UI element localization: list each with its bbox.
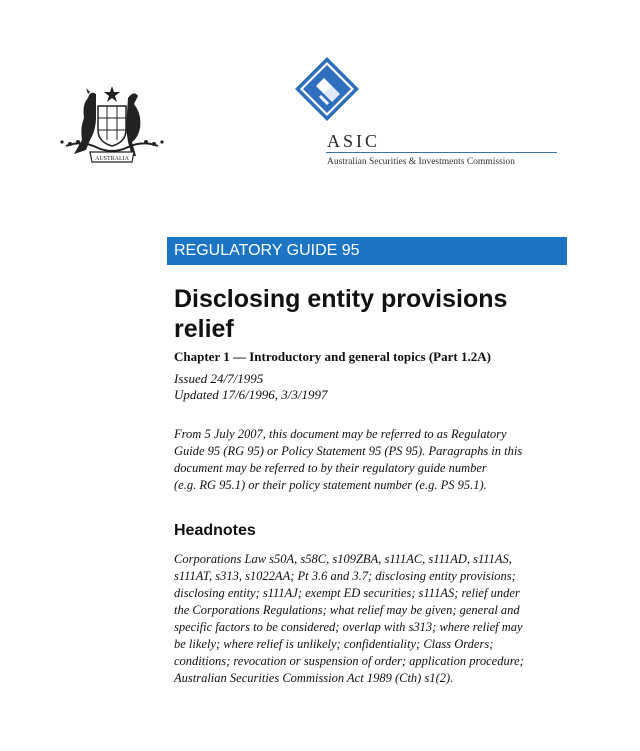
svg-text:AUSTRALIA: AUSTRALIA: [95, 156, 129, 162]
chapter-heading: Chapter 1 — Introductory and general topics (Part 1.2A): [174, 349, 491, 364]
headnotes-line: disclosing entity; s111AJ; exempt ED securities; s111AS; relief under: [174, 586, 520, 600]
title-line-2: relief: [174, 315, 234, 343]
asic-logo-icon: [294, 56, 360, 122]
regulatory-guide-banner: REGULATORY GUIDE 95: [167, 237, 567, 265]
updated-dates: Updated 17/6/1996, 3/3/1997: [174, 387, 328, 402]
headnotes-line: the Corporations Regulations; what relief may be given; general and: [174, 603, 520, 617]
headnotes-line: be likely; where relief is unlikely; confidentiality; Class Orders;: [174, 637, 494, 651]
intro-line: (e.g. RG 95.1) or their policy statement number (e.g. PS 95.1).: [174, 478, 487, 492]
headnotes-line: specific factors to be considered; overlap with s313; where relief may: [174, 620, 523, 634]
intro-paragraph: [174, 426, 574, 494]
title-line-1: Disclosing entity provisions: [174, 285, 508, 313]
headnotes-line: Corporations Law s50A, s58C, s109ZBA, s111AC, s111AD, s111AS,: [174, 552, 512, 566]
headnotes-line: s111AT, s313, s1022AA; Pt 3.6 and 3.7; disclosing entity provisions;: [174, 569, 516, 583]
logo-full-name: Australian Securities & Investments Commission: [327, 157, 515, 167]
page-title: [174, 284, 594, 344]
headnotes-paragraph: [174, 551, 594, 687]
issue-dates: [174, 371, 574, 403]
intro-line: document may be referred to by their regulatory guide number: [174, 461, 487, 475]
intro-line: Guide 95 (RG 95) or Policy Statement 95 (PS 95). Paragraphs in this: [174, 444, 523, 458]
issued-date: Issued 24/7/1995: [174, 371, 264, 386]
logo-name: ASIC: [327, 131, 381, 151]
coat-of-arms-icon: [52, 84, 172, 168]
logo-divider: [326, 152, 557, 153]
headnotes-line: Australian Securities Commission Act 1989 (Cth) s1(2).: [174, 671, 454, 685]
intro-line: From 5 July 2007, this document may be referred to as Regulatory: [174, 427, 507, 441]
headnotes-heading: Headnotes: [174, 522, 256, 539]
headnotes-line: conditions; revocation or suspension of order; application procedure;: [174, 654, 524, 668]
